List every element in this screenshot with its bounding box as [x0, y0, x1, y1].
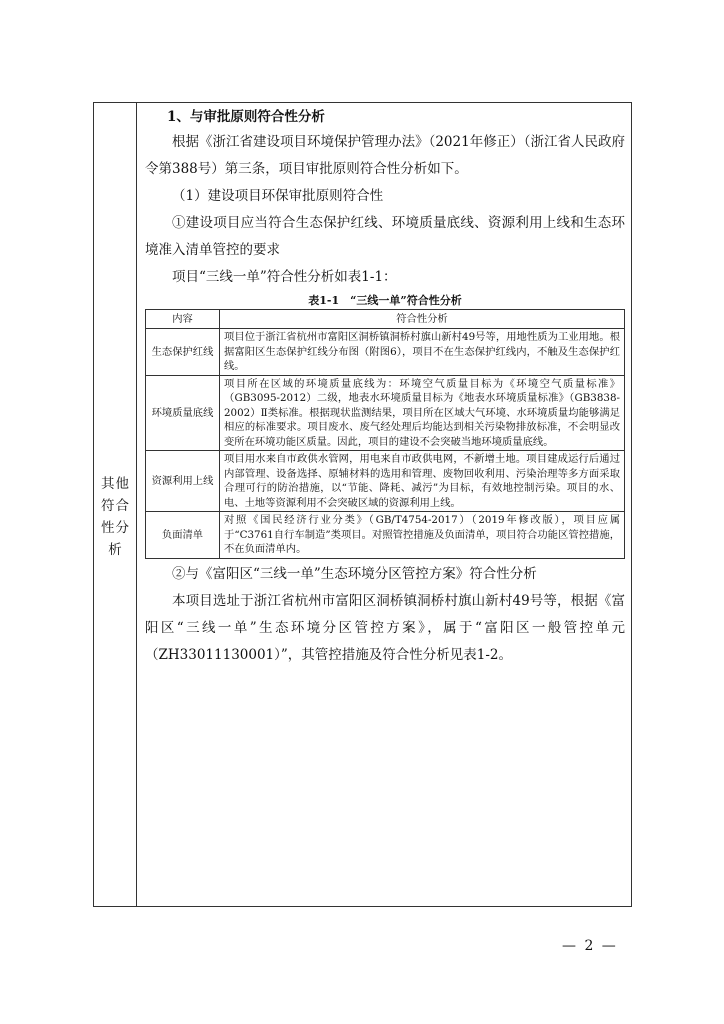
table-header-row [146, 310, 625, 329]
paragraph: 根据《浙江省建设项目环境保护管理办法》（2021年修正）（浙江省人民政府令第388号）第三条，项目审批原则符合性分析如下。 [145, 134, 625, 177]
table-cell-analysis: 对照《国民经济行业分类》（GB/T4754-2017）（2019年修改版），项目应属于“C3761自行车制造”类项目。对照管控措施及负面清单，项目符合功能区管控措施，不在负面清单内。 [220, 512, 625, 559]
table-row [146, 451, 625, 512]
paragraph: 项目“三线一单”符合性分析如表1-1： [172, 269, 397, 285]
table-cell-analysis: 项目所在区域的环境质量底线为：环境空气质量目标为《环境空气质量标准》（GB3095-2012）二级，地表水环境质量目标为《地表水环境质量标准》（GB3838-2002）Ⅱ类标准。根据现状监测结果，项目所在区域大气环境、水环境质量均能够满足相应的标准要求。项目废水、废气经处理后均能达到相关污染物排放标准，不会明显改变所在环境功能区质量。因此，项目的建设不会突破当地环境质量底线。 [220, 375, 625, 451]
paragraph: ①建设项目应当符合生态保护红线、环境质量底线、资源利用上线和生态环境准入清单管控的要求 [145, 215, 625, 258]
content-frame [93, 102, 632, 907]
table-cell-analysis: 项目用水来自市政供水管网，用电来自市政供电网，不新增土地。项目建成运行后通过内部管理、设备选择、原辅材料的选用和管理、废物回收利用、污染治理等多方面采取合理可行的防治措施，以“节能、降耗、减污”为目标，有效地控制污染。项目的水、电、土地等资源利用不会突破区域的资源利用上线。 [220, 451, 625, 512]
main-content [145, 105, 625, 669]
compliance-table [145, 309, 625, 559]
side-label-line: 性分 [101, 520, 130, 536]
table-cell-item: 环境质量底线 [146, 375, 220, 451]
table-cell-item: 负面清单 [146, 512, 220, 559]
section-heading: 1、与审批原则符合性分析 [167, 109, 325, 125]
left-column [94, 103, 137, 906]
side-label [94, 473, 137, 561]
table-cell-analysis: 项目位于浙江省杭州市富阳区洞桥镇洞桥村旗山新村49号等，用地性质为工业用地。根据富阳区生态保护红线分布图（附图6），项目不在生态保护红线内，不触及生态保护红线。 [220, 329, 625, 376]
table-row [146, 512, 625, 559]
table-caption: 表1-1 “三线一单”符合性分析 [308, 294, 462, 307]
table-header-cell: 符合性分析 [220, 310, 625, 329]
table-header-cell: 内容 [146, 310, 220, 329]
paragraph: ②与《富阳区“三线一单”生态环境分区管控方案》符合性分析 [172, 565, 537, 582]
paragraph: 本项目选址于浙江省杭州市富阳区洞桥镇洞桥村旗山新村49号等，根据《富阳区“三线一单”生态环境分区管控方案》，属于“富阳区一般管控单元（ZH33011130001）”，其管控措施及符合性分析见表1-2。 [145, 592, 625, 663]
table-cell-item: 生态保护红线 [146, 329, 220, 376]
side-label-line: 符合 [101, 498, 130, 514]
paragraph: （1）建设项目环保审批原则符合性 [172, 188, 384, 204]
side-label-line: 析 [108, 542, 123, 558]
table-row [146, 375, 625, 451]
page-number: — 2 — [562, 938, 618, 954]
table-cell-item: 资源利用上线 [146, 451, 220, 512]
table-row [146, 329, 625, 376]
side-label-line: 其他 [101, 476, 130, 492]
